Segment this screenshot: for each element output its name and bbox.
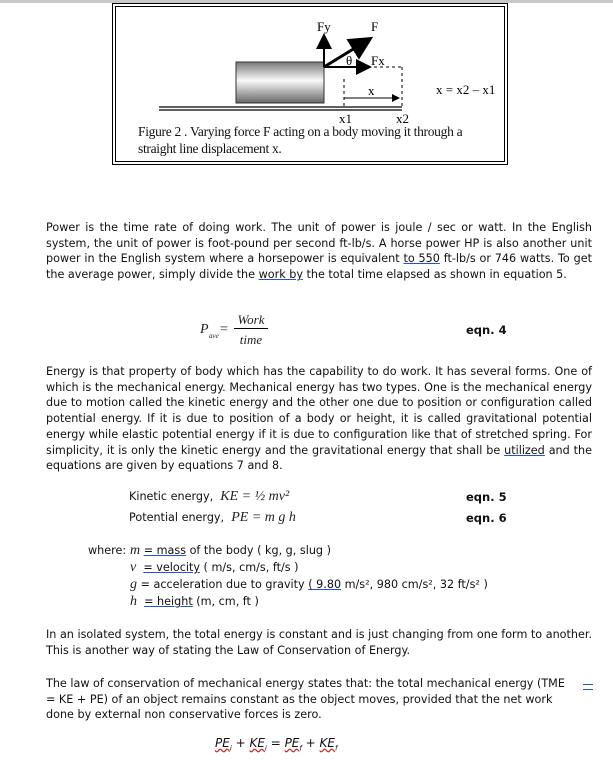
figure-caption: Figure 2 . Varying force F acting on a body moving it through a straight line displacement x.	[138, 124, 463, 156]
text: of the body ( kg, g, slug )	[186, 544, 331, 557]
text: (m, cm, ft )	[192, 595, 259, 608]
grammar-flag[interactable]: to 550	[403, 252, 440, 266]
term: KE	[249, 736, 265, 750]
eq-numerator: Work	[234, 312, 268, 329]
label-x: x	[368, 83, 375, 98]
where-item-m	[130, 543, 331, 559]
grammar-flag[interactable]: utilized	[504, 443, 545, 457]
grammar-flag[interactable]: work by	[258, 268, 303, 282]
text: ( m/s, cm/s, ft/s )	[200, 561, 299, 574]
label-x1: x1	[339, 111, 352, 126]
grammar-flag[interactable]: = mass	[143, 544, 187, 557]
text: the total time elapsed as shown in equation 5.	[302, 268, 567, 282]
label-relation: x = x2 – x1	[436, 82, 496, 97]
sub: f	[335, 744, 338, 753]
eq-denominator: time	[239, 332, 263, 347]
label-f: F	[371, 19, 379, 34]
text: Power is the time rate of doing work. The unit of power is joule / sec or watt. In the English system, the unit of power is foot-pound per second ft-lb/s. A horse power HP is also another unit power in the English system where a horsepower is equivalent	[46, 221, 592, 266]
op: =	[266, 736, 285, 750]
text: Energy is that property of body which has the capability to do work. It has several forms. One of which is the mechanical energy. Mechanical energy has two types. One is the mechanical energy due to motion called the kinetic energy and the other one due to position or configuration called potential energy. If it is due to position of a body or height, it is called gravitational potential energy while elastic potential energy if it is due to configuration like that of stretched spring. For simplicity, it is only the kinetic energy and the gravitational energy that shall be	[46, 365, 592, 457]
where-item-g	[130, 577, 488, 593]
symbol: h	[130, 594, 137, 609]
paragraph-power	[46, 220, 592, 283]
op: +	[301, 736, 320, 750]
final-equation	[215, 736, 337, 752]
paragraph-energy	[46, 364, 592, 474]
eqn-4-label: eqn. 4	[466, 323, 507, 337]
block	[236, 62, 324, 103]
figure-2	[112, 3, 508, 165]
term: PE	[284, 736, 300, 750]
symbol: m	[130, 543, 141, 558]
op: +	[231, 736, 250, 750]
eqn-6-label: eqn. 6	[466, 511, 507, 525]
symbol: g	[130, 577, 137, 592]
equation-6	[129, 510, 296, 526]
label-fx: Fx	[371, 53, 385, 68]
where-item-h	[130, 594, 259, 610]
grammar-flag[interactable]: = height	[144, 595, 193, 608]
symbol: v	[130, 560, 137, 575]
where-label: where:	[88, 544, 127, 557]
revision-mark	[583, 684, 593, 690]
sub: i	[229, 744, 232, 753]
grammar-flag[interactable]: = velocity	[143, 561, 200, 574]
label-fy: Fy	[317, 19, 331, 34]
equation-5	[129, 489, 289, 505]
text: ft-lb/s or 746 watts. To get the average power, simply divide the	[46, 252, 592, 282]
eqn-5-label: eqn. 5	[466, 490, 507, 504]
label-x2: x2	[396, 111, 409, 126]
text: = acceleration due to gravity	[140, 578, 309, 591]
where-item-v	[130, 560, 299, 576]
eq-text: Potential energy,	[129, 511, 225, 524]
paragraph-isolated-system: In an isolated system, the total energy is constant and is just changing from one form to another. This is another way of stating the Law of Conservation of Energy.	[46, 628, 592, 657]
eq-text: Kinetic energy,	[129, 490, 214, 503]
eq-lhs: P	[200, 322, 209, 337]
paragraph-conservation-law: The law of conservation of mechanical energy states that: the total mechanical energy (TME = KE + PE) of an object remains constant as the object moves, provided that the net work done by external non conservative forces is zero.	[46, 677, 565, 722]
grammar-flag[interactable]: ( 9.80	[308, 578, 342, 591]
term: PE	[215, 736, 230, 750]
eq-math: PE = m g h	[231, 510, 296, 525]
eq-sub: ave	[209, 332, 219, 340]
text: m/s², 980 cm/s², 32 ft/s² )	[341, 578, 488, 591]
term: KE	[319, 736, 335, 750]
sub: i	[264, 744, 267, 753]
eq-math: KE = ½ mv²	[220, 489, 290, 504]
text: and the equations are given by equations 7 and 8.	[46, 443, 592, 473]
label-theta: θ	[346, 53, 353, 68]
sub: f	[299, 744, 302, 753]
